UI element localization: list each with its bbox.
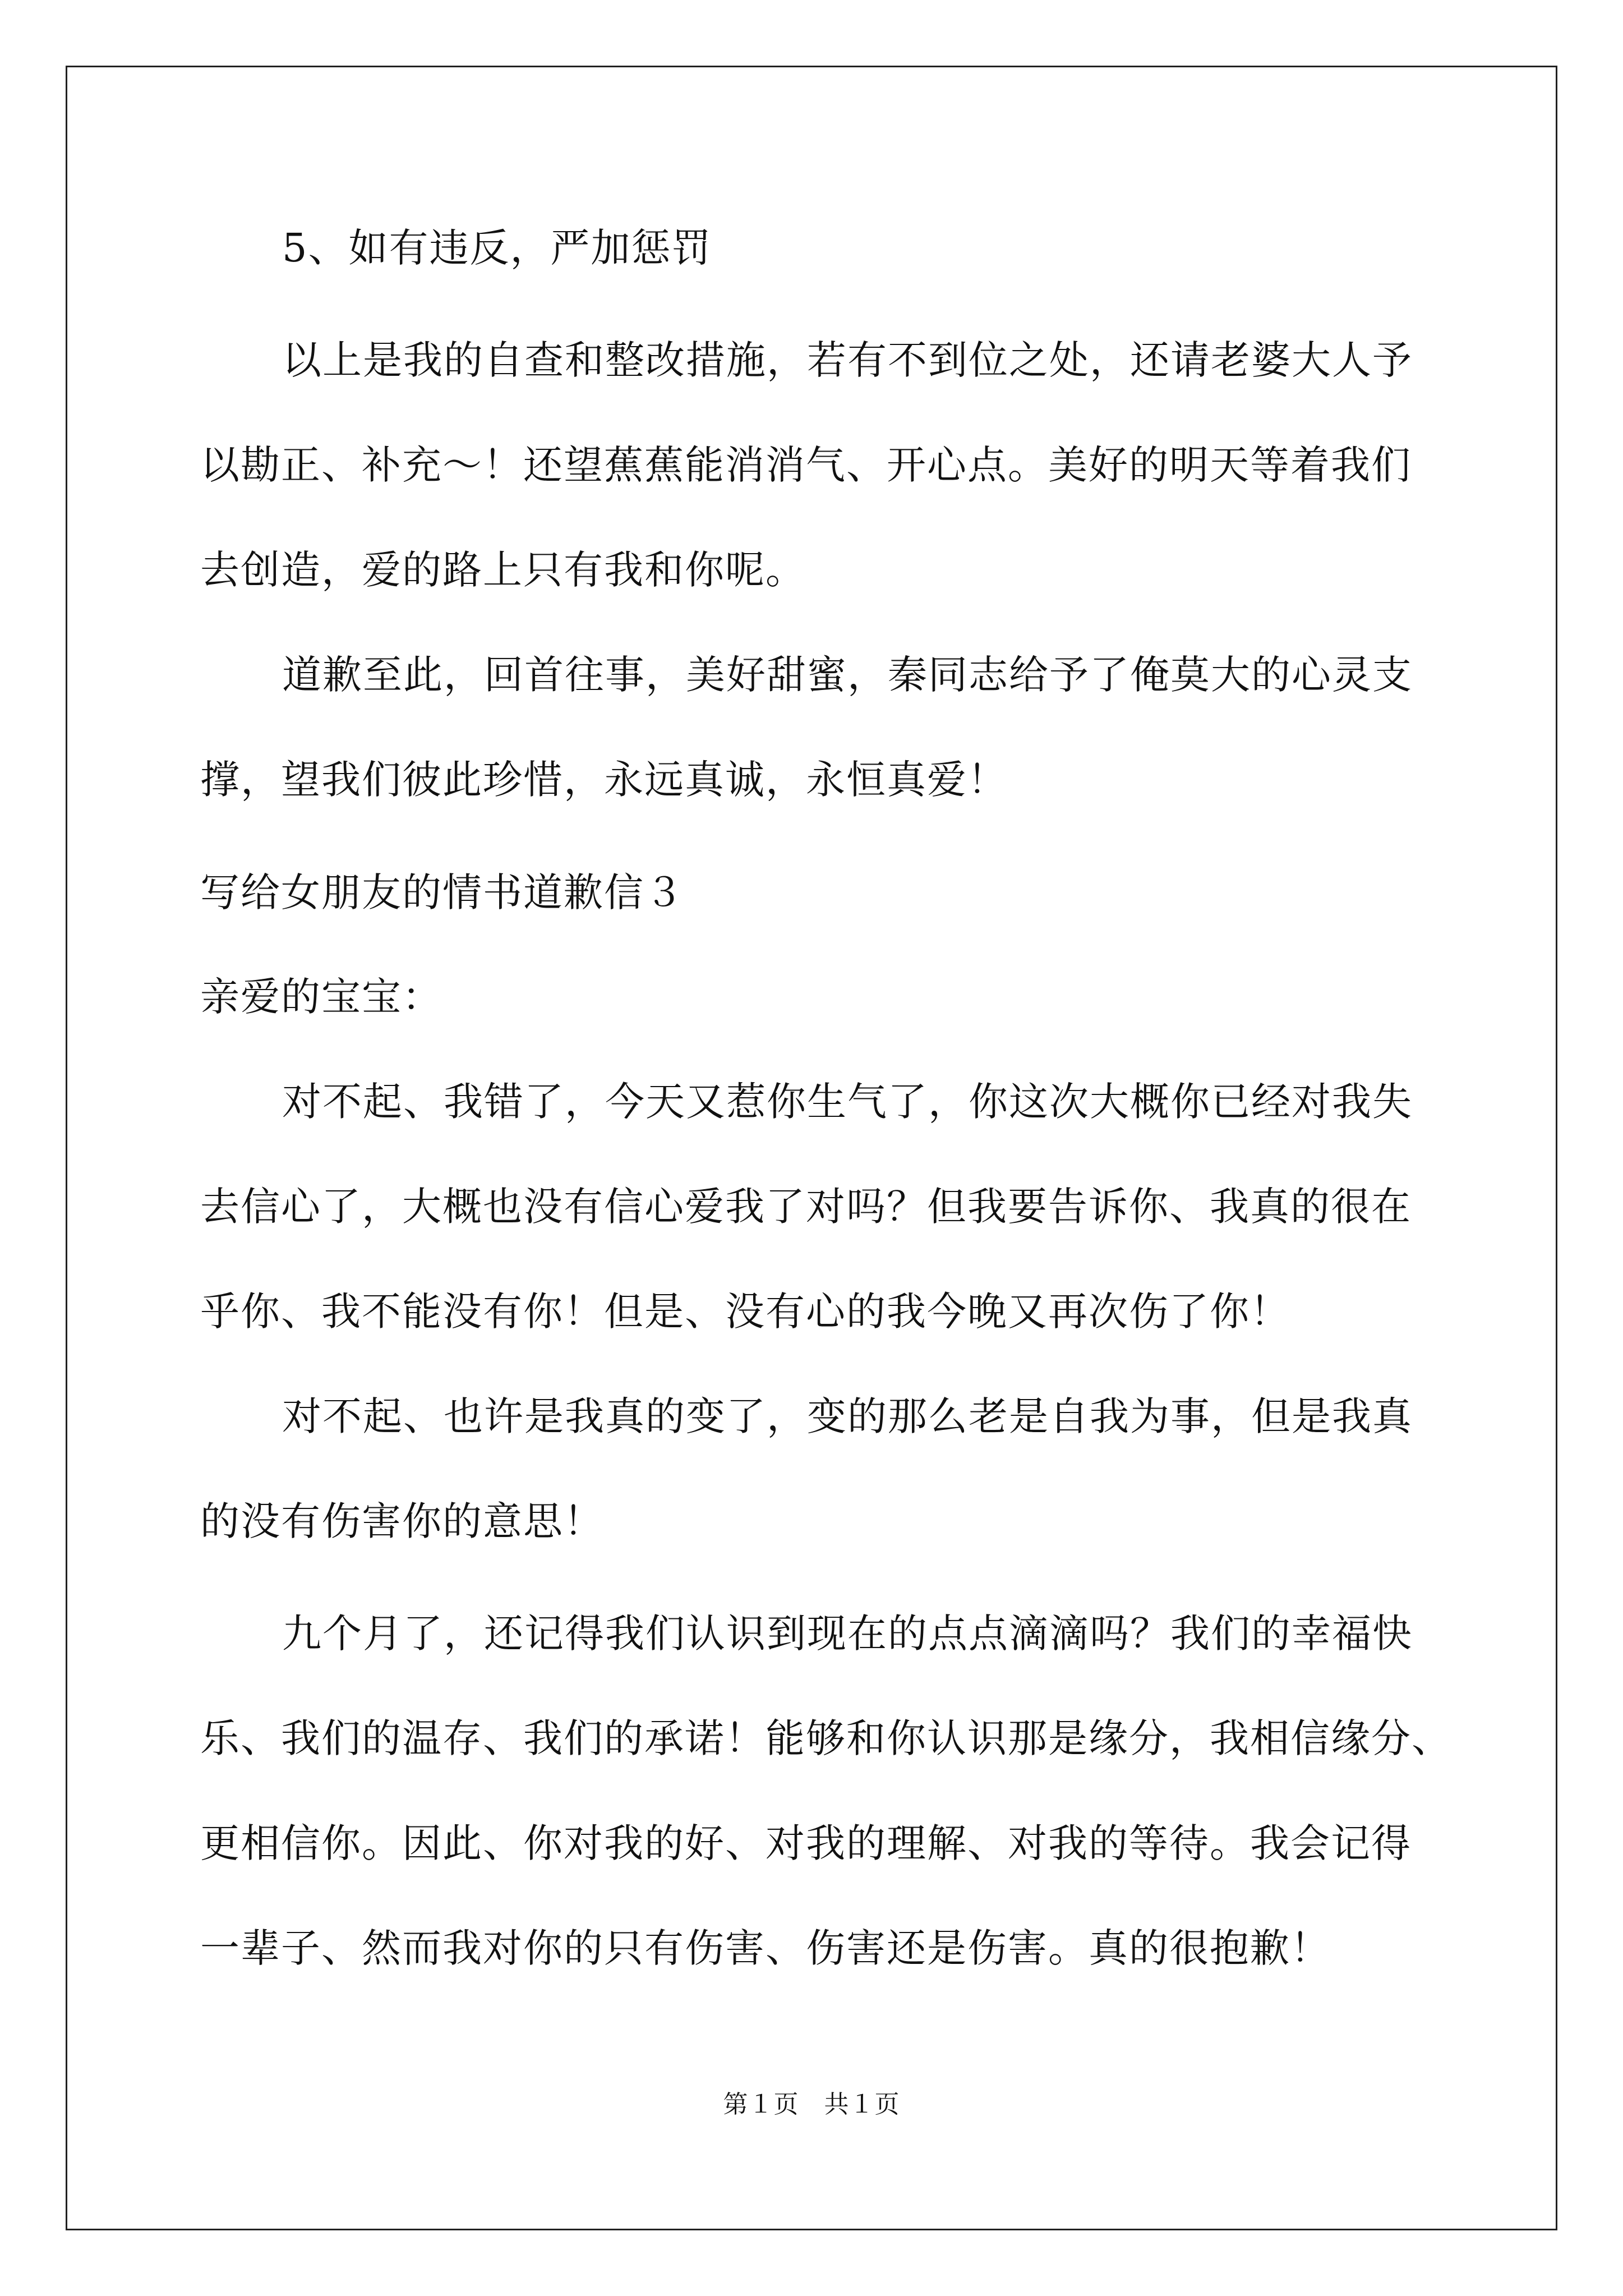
text-line-10: 去信心了，大概也没有信心爱我了对吗？但我要告诉你、我真的很在	[200, 1184, 1412, 1230]
text-line-17: 一辈子、然而我对你的只有伤害、伤害还是伤害。真的很抱歉！	[200, 1925, 1331, 1971]
page-border	[66, 66, 1557, 2230]
text-line-14: 九个月了，还记得我们认识到现在的点点滴滴吗？我们的幸福快	[282, 1611, 1413, 1657]
section-heading: 写给女朋友的情书道歉信３	[200, 869, 685, 915]
text-line-9: 对不起、我错了，今天又惹你生气了，你这次大概你已经对我失	[282, 1079, 1413, 1125]
text-line-5: 道歉至此，回首往事，美好甜蜜，秦同志给予了俺莫大的心灵支	[282, 652, 1413, 698]
text-line-12: 对不起、也许是我真的变了，变的那么老是自我为事，但是我真	[282, 1393, 1413, 1439]
text-line-16: 更相信你。因此、你对我的好、对我的理解、对我的等待。我会记得	[200, 1820, 1412, 1866]
text-line-2: 以上是我的自查和整改措施，若有不到位之处，还请老婆大人予	[282, 337, 1413, 383]
text-line-11: 乎你、我不能没有你！但是、没有心的我今晚又再次伤了你！	[200, 1289, 1290, 1335]
page-footer: 第１页 共１页	[723, 2090, 900, 2119]
text-line-1: 5、如有违反，严加惩罚	[282, 225, 712, 271]
text-line-4: 去创造，爱的路上只有我和你呢。	[200, 547, 806, 593]
text-line-3: 以勘正、补充～！还望蕉蕉能消消气、开心点。美好的明天等着我们	[200, 442, 1412, 488]
text-line-13: 的没有伤害你的意思！	[200, 1498, 604, 1544]
text-line-15: 乐、我们的温存、我们的承诺！能够和你认识那是缘分，我相信缘分、	[200, 1715, 1452, 1761]
salutation: 亲爱的宝宝：	[200, 974, 442, 1020]
text-line-6: 撑，望我们彼此珍惜，永远真诚，永恒真爱！	[200, 757, 1008, 803]
